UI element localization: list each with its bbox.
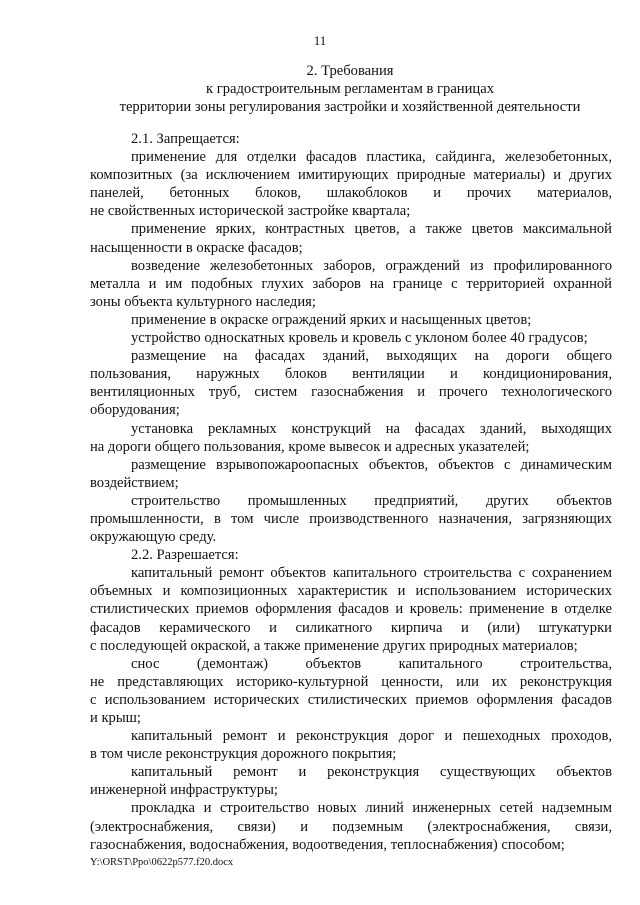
text-line: фасадов керамического и силикатного кирпича и (или) штукатурки [90, 619, 612, 636]
text-line: насыщенности в окраске фасадов; [90, 239, 303, 256]
text-line: возведение железобетонных заборов, ограждений из профилированного [131, 257, 612, 274]
text-line: объемных и композиционных характеристик и использованием исторических [90, 583, 612, 600]
text-line: промышленности, в том числе производственного назначения, загрязняющих [90, 510, 612, 527]
text-line: зоны объекта культурного наследия; [90, 293, 316, 310]
heading-line-2: к градостроительным регламентам в границах [205, 81, 495, 97]
text-line: на дороги общего пользования, кроме вывесок и адресных указателей; [90, 438, 530, 455]
section-heading [90, 62, 610, 116]
heading-line-3: территории зоны регулирования застройки и хозяйственной деятельности [119, 99, 581, 115]
text-line: с использованием исторических стилистических приемов оформления фасадов [90, 691, 612, 708]
text-line: капитальный ремонт и реконструкция существующих объектов [131, 764, 612, 781]
text-line: (электроснабжения, связи) и подземным (электроснабжения, связи, [90, 818, 612, 835]
text-line: размещение на фасадах зданий, выходящих на дороги общего [131, 348, 612, 365]
text-line: панелей, бетонных блоков, шлакоблоков и прочих материалов, [90, 185, 612, 202]
text-line: капитальный ремонт и реконструкция дорог и пешеходных проходов, [131, 728, 612, 745]
text-line: не представляющих историко-культурной ценности, или их реконструкция [90, 673, 612, 690]
text-line: строительство промышленных предприятий, других объектов [131, 492, 612, 509]
text-line: вентиляционных труб, систем газоснабжения и прочего технологического [90, 384, 612, 401]
text-line: газоснабжения, водоснабжения, водоотведения, теплоснабжения) способом; [90, 836, 565, 853]
text-line: не свойственных исторической застройке квартала; [90, 203, 411, 220]
text-line: капитальный ремонт объектов капитального строительства с сохранением [131, 565, 612, 582]
text-line: прокладка и строительство новых линий инженерных сетей надземным [131, 800, 612, 817]
text-line: оборудования; [90, 402, 180, 419]
text-line: в том числе реконструкция дорожного покрытия; [90, 746, 397, 763]
heading-line-1: 2. Требования [306, 63, 394, 79]
text-line: металла и им подобных глухих заборов на границе с территорией охранной [90, 275, 612, 292]
text-line: пользования, наружных блоков вентиляции и кондиционирования, [90, 366, 612, 383]
text-line: 2.2. Разрешается: [131, 547, 239, 564]
text-line: 2.1. Запрещается: [131, 131, 240, 147]
page-number: 11 [313, 33, 327, 48]
text-line: установка рекламных конструкций на фасадах зданий, выходящих [131, 420, 612, 437]
text-line: устройство односкатных кровель и кровель с уклоном более 40 градусов; [131, 330, 588, 347]
text-line: с последующей окраской, а также применение других природных материалов; [90, 637, 578, 654]
document-body [90, 130, 612, 854]
text-line: окружающую среду. [90, 529, 217, 546]
text-line: применение ярких, контрастных цветов, а также цветов максимальной [131, 221, 612, 238]
text-line: применение для отделки фасадов пластика, сайдинга, железобетонных, [131, 149, 612, 166]
text-line: размещение взрывопожароопасных объектов, объектов с динамическим [131, 456, 612, 473]
text-line: стилистических приемов оформления фасадов и кровель: применение в отделке [90, 601, 612, 618]
text-line: снос (демонтаж) объектов капитального строительства, [131, 655, 612, 672]
text-line: композитных (за исключением имитирующих природные материалы) и других [90, 167, 612, 184]
text-line: применение в окраске ограждений ярких и насыщенных цветов; [131, 311, 532, 328]
text-line: воздействием; [90, 474, 179, 491]
text-line: инженерной инфраструктуры; [90, 782, 278, 799]
text-line: и крыш; [90, 710, 141, 726]
file-path-footer: Y:\ORST\Ppo\0622p577.f20.docx [90, 857, 234, 868]
